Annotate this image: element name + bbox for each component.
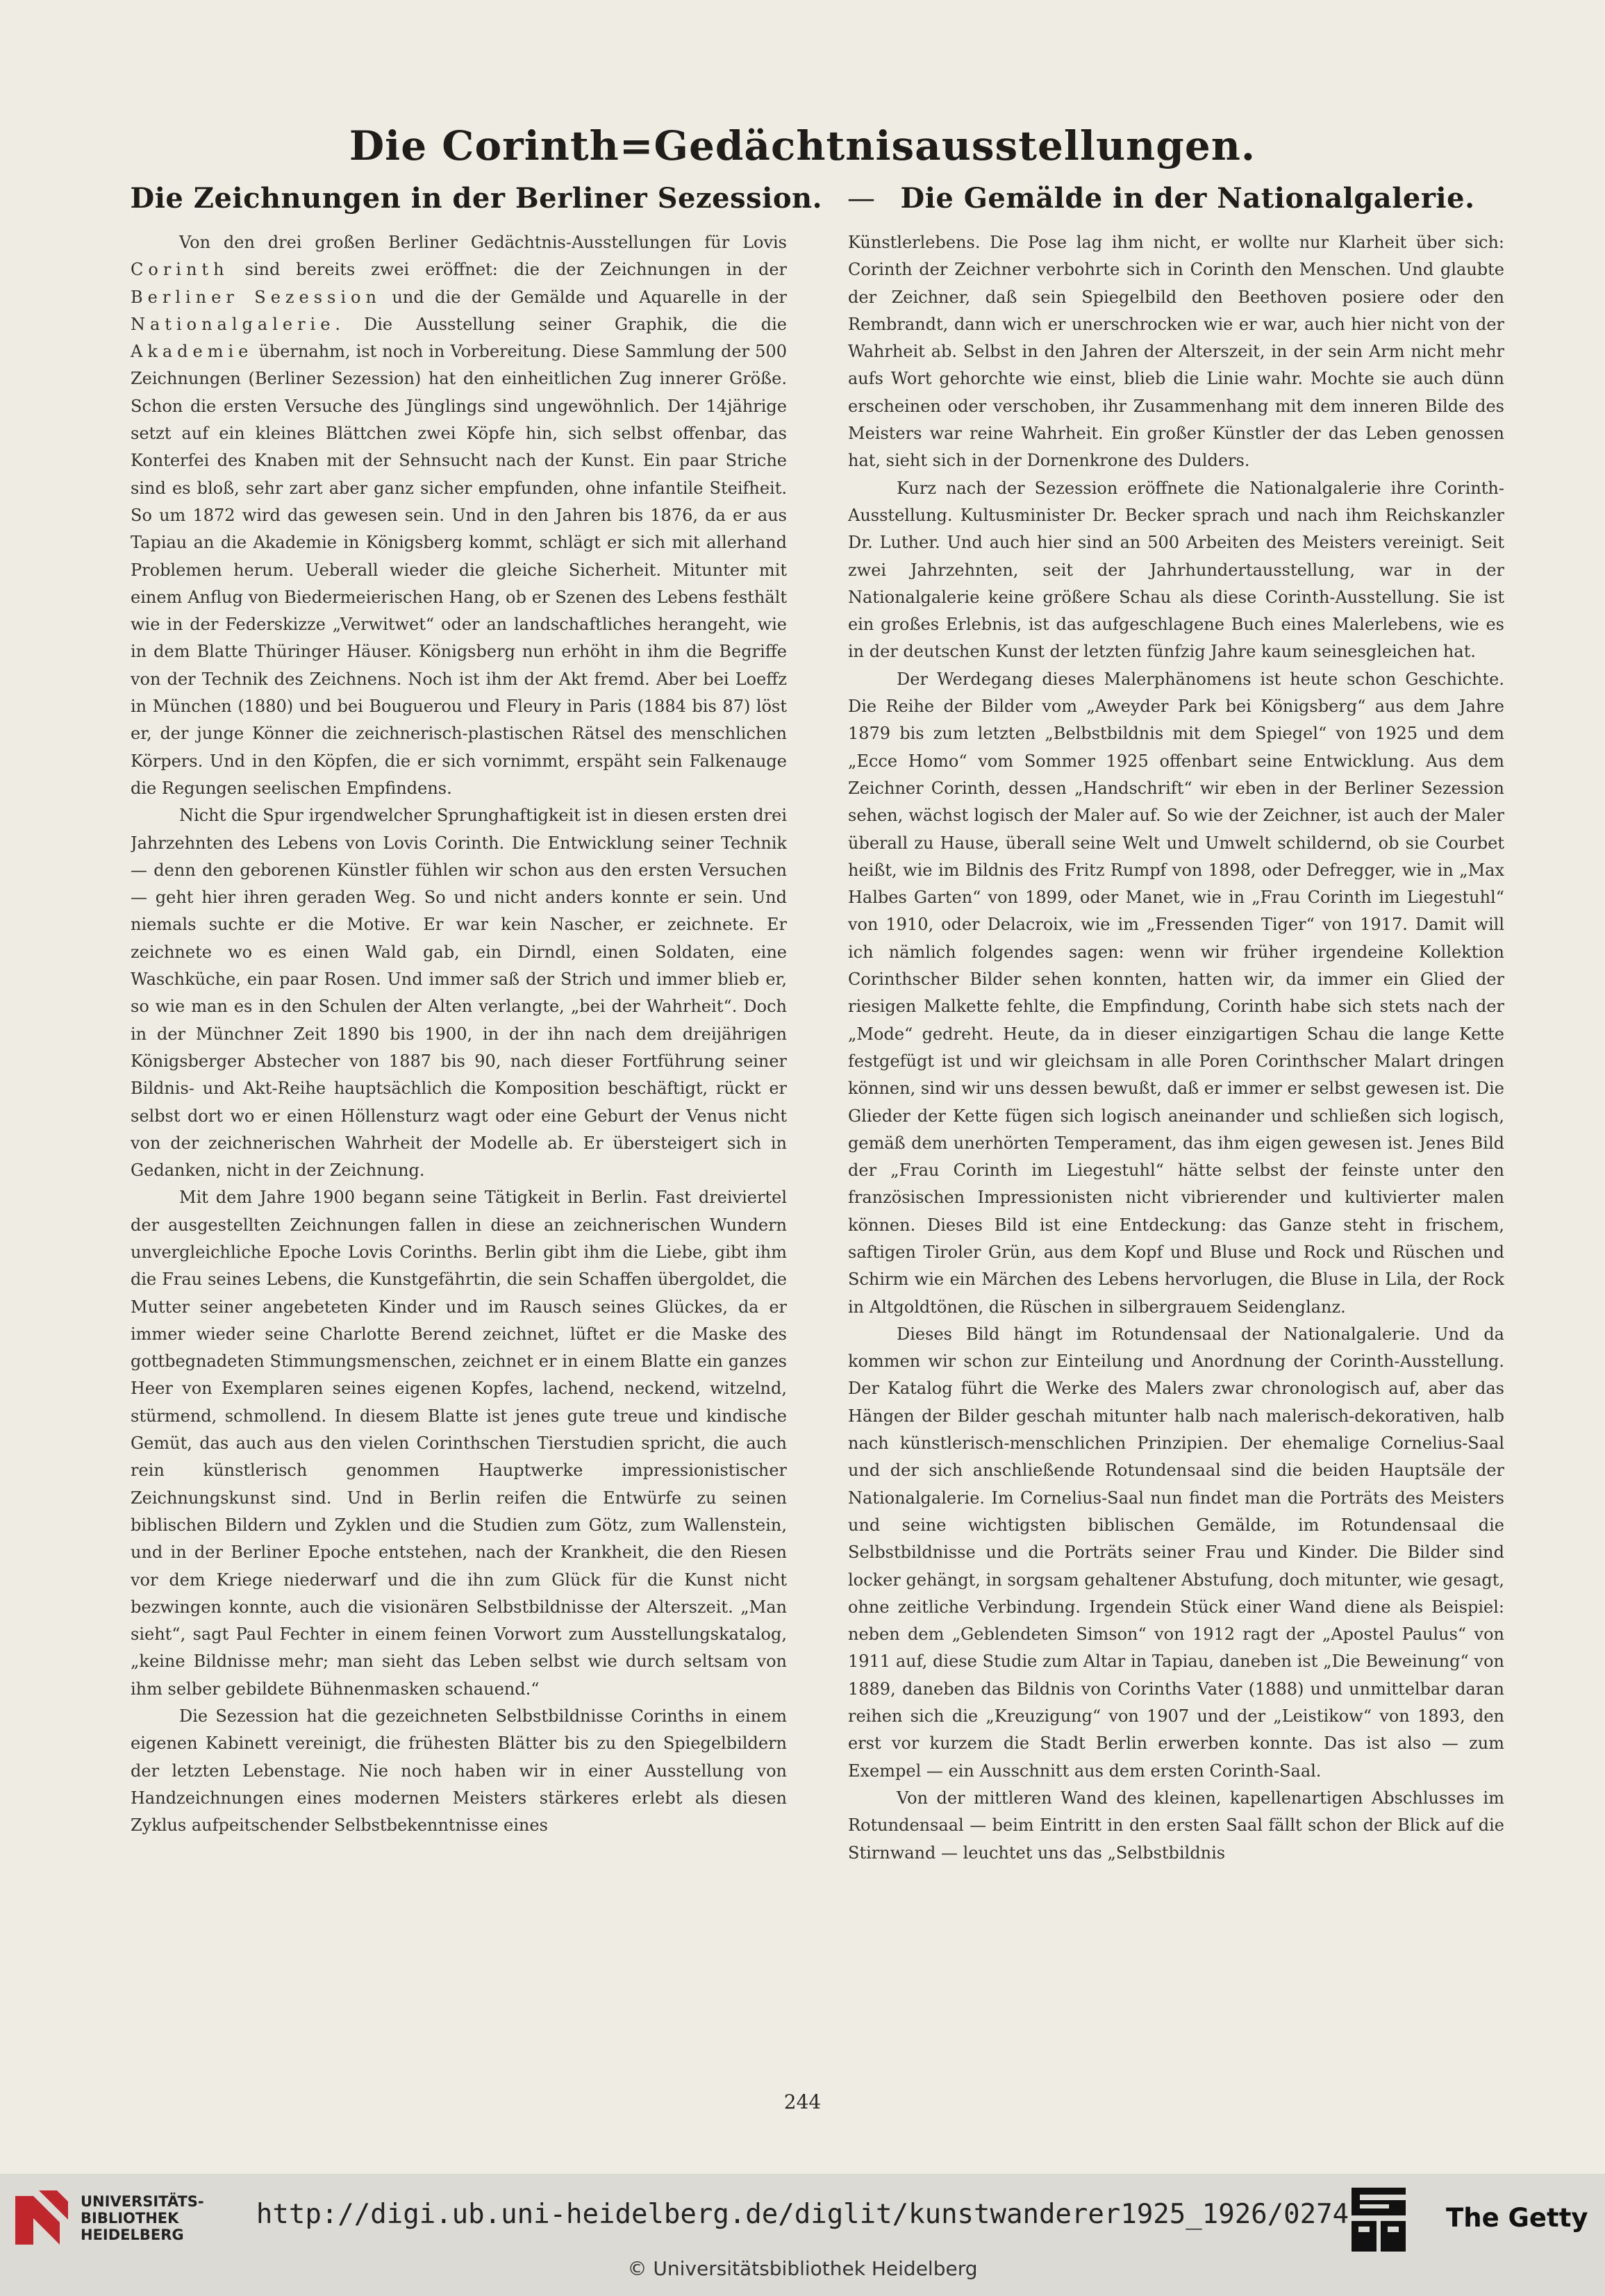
subtitle-paintings: Die Gemälde in der Nationalgalerie. — [900, 182, 1475, 215]
copyright-notice: © Universitätsbibliothek Heidelberg — [627, 2257, 978, 2280]
article-title: Die Corinth=Gedächtnisausstellungen. — [349, 122, 1256, 169]
footer-bar — [0, 2174, 1605, 2296]
subtitle-drawings: Die Zeichnungen in der Berliner Sezession. — [130, 182, 823, 215]
spaced-emphasis: Nationalgalerie — [131, 314, 335, 334]
spaced-emphasis: Corinth — [131, 260, 229, 280]
library-name-line: UNIVERSITÄTS- — [81, 2193, 204, 2210]
getty-logo-icon[interactable] — [1352, 2188, 1406, 2252]
text-run: und die der Gemälde und Aquarelle in der — [381, 287, 787, 307]
page-number: 244 — [783, 2090, 822, 2113]
paragraph: Dieses Bild hängt im Rotundensaal der Nationalgalerie. Und da kommen wir schon zur Einteilung und Anordnung der Corinth-Ausstellung. Der Katalog führt die Werke des Malers zwar chronologisch auf, aber das Hängen der Bilder geschah mitunter halb nach malerisch-dekorativen, halb nach künstlerisch-menschlichen Prinzipien. Der ehemalige Cornelius-Saal und der sich anschließende Rotundensaal sind die beiden Hauptsäle der Nationalgalerie. Im Cornelius-Saal nun findet man die Porträts des Meisters und seine wichtigsten biblischen Gemälde, im Rotundensaal die Selbstbildnisse und die Porträts seiner Frau und Kinder. Die Bilder sind locker gehängt, in sorgsam gehaltener Abstufung, doch mitunter, wie gesagt, ohne zeitliche Verbindung. Irgendein Stück einer Wand diene als Beispiel: neben dem „Geblendeten Simson“ von 1912 ragt der „Apostel Paulus“ von 1911 auf, diese Studie zum Altar in Tapiau, daneben ist „Die Beweinung“ von 1889, daneben das Bildnis von Corinths Vater (1888) und unmittelbar daran reihen sich die „Kreuzigung“ von 1907 und der „Leistikow“ von 1893, den erst vor kurzem die Stadt Berlin erwerben konnte. Das ist also — zum Exempel — ein Ausschnitt aus dem ersten Corinth-Saal. — [848, 1324, 1504, 1781]
getty-name[interactable]: The Getty — [1446, 2203, 1588, 2233]
spaced-emphasis: Akademie — [131, 342, 253, 362]
left-text-column — [131, 229, 787, 2083]
paragraph — [131, 229, 787, 802]
paragraph: Von der mittleren Wand des kleinen, kapellenartigen Abschlusses im Rotundensaal — beim Eintritt in den ersten Saal fällt schon der Blick auf die Stirnwand — leuchtet uns das „Selbstbildnis — [848, 1788, 1504, 1863]
text-run: übernahm, ist noch in Vorbereitung. Diese Sammlung der 500 Zeichnungen (Berliner Sezession) hat den einheitlichen Zug innerer Größe. Schon die ersten Versuche des Jünglings sind ungewöhnlich. Der 14jährige setzt auf ein kleines Blättchen zwei Köpfe hin, sich selbst offenbar, das Konterfei des Knaben mit der Sehnsucht nach der Kunst. Ein paar Striche sind es bloß, sehr zart aber ganz sicher empfunden, ohne infantile Steifheit. So um 1872 wird das gewesen sein. Und in den Jahren bis 1876, da er aus Tapiau an die Akademie in Königsberg kommt, schlägt er sich mit allerhand Problemen herum. Ueberall wieder die gleiche Sicherheit. Mitunter mit einem Anflug von Biedermeierischen Hang, ob er Szenen des Lebens festhält wie in der Federskizze „Verwitwet“ oder an landschaftliches herangeht, wie in dem Blatte Thüringer Häuser. Königsberg nun erhöht in ihm die Begriffe von der Technik des Zeichnens. Noch ist ihm der Akt fremd. Aber bei Loeffz in München (1880) und bei Bouguerou und Fleury in Paris (1884 bis 87) löst er, der junge Könner die zeichnerisch-plastischen Rätsel des menschlichen Körpers. Und in den Köpfen, die er sich vornimmt, erspäht sein Falkenauge die Regungen seelischen Empfindens. — [131, 342, 787, 798]
text-run: sind bereits zwei eröffnet: die der Zeichnungen in der — [228, 260, 787, 280]
text-run: Von den drei großen Berliner Gedächtnis-Ausstellungen für Lovis — [179, 233, 787, 252]
paragraph: Mit dem Jahre 1900 begann seine Tätigkeit in Berlin. Fast dreiviertel der ausgestellten Zeichnungen fallen in diese an zeichnerischen Wundern unvergleichliche Epoche Lovis Corinths. Berlin gibt ihm die Liebe, gibt ihm die Frau seines Lebens, die Kunstgefährtin, die sein Schaffen übergoldet, die Mutter seiner angebeteten Kinder und im Rausch seines Glückes, da er immer wieder seine Charlotte Berend zeichnet, lüftet er die Maske des gottbegnadeten Stimmungsmenschen, zeichnet er in einem Blatte ein ganzes Heer von Exemplaren seines eigenen Kopfes, lachend, neckend, witzelnd, stürmend, schmollend. In diesem Blatte ist jenes gute treue und kindische Gemüt, das auch aus den vielen Corinthschen Tierstudien spricht, die auch rein künstlerisch genommen Hauptwerke impressionistischer Zeichnungskunst sind. Und in Berlin reifen die Entwürfe zu seinen biblischen Bildern und Zyklen und die Studien zum Götz, zum Wallenstein, und in der Berliner Epoche entstehen, nach der Krankheit, die den Riesen vor dem Kriege niederwarf und die ihn zum Glück für die Kunst nicht bezwingen konnte, auch die visionären Selbstbildnisse der Alterszeit. „Man sieht“, sagt Paul Fechter in einem feinen Vorwort zum Ausstellungskatalog, „keine Bildnisse mehr; man sieht das Leben selbst wie durch seltsam von ihm selber gebildete Bühnenmasken schauend.“ — [131, 1188, 787, 1699]
library-name-line: HEIDELBERG — [81, 2227, 184, 2243]
right-text-column — [848, 229, 1504, 2083]
paragraph: Nicht die Spur irgendwelcher Sprunghaftigkeit ist in diesen ersten drei Jahrzehnten des Lebens von Lovis Corinth. Die Entwicklung seiner Technik — denn den geborenen Künstler fühlen wir schon aus den ersten Versuchen — geht hier ihren geraden Weg. So und nicht anders konnte er sein. Und niemals suchte er die Motive. Er war kein Nascher, er zeichnete. Er zeichnete wo es einen Wald gab, ein Dirndl, einen Soldaten, eine Waschküche, ein paar Rosen. Und immer saß der Strich und immer blieb er, so wie man es in den Schulen der Alten verlangte, „bei der Wahrheit“. Doch in der Münchner Zeit 1890 bis 1900, in der ihn nach dem dreijährigen Königsberger Abstecher von 1887 bis 90, nach dieser Fortführung seiner Bildnis- und Akt-Reihe hauptsächlich die Komposition beschäftigt, rückt er selbst dort wo er einen Höllensturz wagt oder eine Geburt der Venus nicht von der zeichnerischen Wahrheit der Modelle ab. Er übersteigert sich in Gedanken, nicht in der Zeichnung. — [131, 806, 787, 1181]
permalink-url[interactable]: http://digi.ub.uni-heidelberg.de/diglit/kunstwanderer1925_1926/0274 — [256, 2199, 1349, 2230]
text-run: . Die Ausstellung seiner Graphik, die die — [335, 314, 787, 334]
article-subtitle — [0, 182, 1605, 215]
paragraph: Künstlerlebens. Die Pose lag ihm nicht, er wollte nur Klarheit über sich: Corinth der Zeichner verbohrte sich in Corinth den Menschen. Und glaubte der Zeichner, daß sein Spiegelbild den Beethoven posiere oder den Rembrandt, dann wich er unerschrocken wie er war, auch hier nicht von der Wahrheit ab. Selbst in den Jahren der Alterszeit, in der sein Arm nicht mehr aufs Wort gehorchte wie einst, blieb die Linie wahr. Mochte sie auch dünn erscheinen oder verschoben, ihr Zusammenhang mit dem inneren Bilde des Meisters war reine Wahrheit. Ein großer Künstler der das Leben genossen hat, sieht sich in der Dornenkrone des Dulders. — [848, 233, 1504, 471]
spaced-emphasis: Berliner Sezession — [131, 287, 381, 307]
paragraph: Die Sezession hat die gezeichneten Selbstbildnisse Corinths in einem eigenen Kabinett vereinigt, die frühesten Blätter bis zu den Spiegelbildern der letzten Lebenstage. Nie noch haben wir in einer Ausstellung von Handzeichnungen eines modernen Meisters stärkeres erlebt als diesen Zyklus aufpeitschender Selbstbekenntnisse eines — [131, 1706, 787, 1836]
paragraph: Der Werdegang dieses Malerphänomens ist heute schon Geschichte. Die Reihe der Bilder vom „Aweyder Park bei Königsberg“ aus dem Jahre 1879 bis zum letzten „Belbstbildnis mit dem Spiegel“ von 1925 und dem „Ecce Homo“ vom Sommer 1925 offenbart seine Entwicklung. Aus dem Zeichner Corinth, dessen „Handschrift“ wir eben in der Berliner Sezession sehen, wächst logisch der Maler auf. So wie der Zeichner, ist auch der Maler überall zu Hause, überall seine Welt und Umwelt schildernd, ob sie Courbet heißt, wie im Bildnis des Fritz Rumpf von 1898, oder Defregger, wie in „Max Halbes Garten“ von 1899, oder Manet, wie in „Frau Corinth im Liegestuhl“ von 1910, oder Delacroix, wie im „Fressenden Tiger“ von 1917. Damit will ich nämlich folgendes sagen: wenn wir früher irgendeine Kollektion Corinthscher Bilder sehen konnten, hatten wir, da immer ein Glied der riesigen Malkette fehlte, die Empfindung, Corinth habe sich stets nach der „Mode“ gedreht. Heute, da in dieser einzigartigen Schau die lange Kette festgefügt ist und wir gleichsam in alle Poren Corinthscher Malart dringen können, sind wir uns dessen bewußt, daß er immer er selbst gewesen ist. Die Glieder der Kette fügen sich logisch aneinander und schließen sich logisch, gemäß dem unerhörten Temperament, das ihm eigen gewesen ist. Jenes Bild der „Frau Corinth im Liegestuhl“ hätte selbst der feinste unter den französischen Impressionisten nicht vibrierender und kultivierter malen können. Dieses Bild ist eine Entdeckung: das Ganze steht in frischem, saftigen Tiroler Grün, aus dem Kopf und Bluse und Rock und Rüschen und Schirm wie ein Märchen des Lebens hervorlugen, die Bluse in Lila, der Rock in Altgoldtönen, die Rüschen in silbergrauem Seidenglanz. — [848, 669, 1504, 1317]
library-name-line: BIBLIOTHEK — [81, 2210, 179, 2227]
subtitle-separator: — — [847, 183, 876, 215]
paragraph: Kurz nach der Sezession eröffnete die Nationalgalerie ihre Corinth-Ausstellung. Kultusminister Dr. Becker sprach und nach ihm Reichskanzler Dr. Luther. Und auch hier sind an 500 Arbeiten des Meisters vereinigt. Seit zwei Jahrzehnten, seit der Jahrhundertausstellung, war in der Nationalgalerie keine größere Schau als diese Corinth-Ausstellung. Sie ist ein großes Erlebnis, ist das aufgeschlagene Buch eines Malerlebens, wie es in der deutschen Kunst der letzten fünfzig Jahre kaum seinesgleichen hat. — [848, 478, 1504, 662]
